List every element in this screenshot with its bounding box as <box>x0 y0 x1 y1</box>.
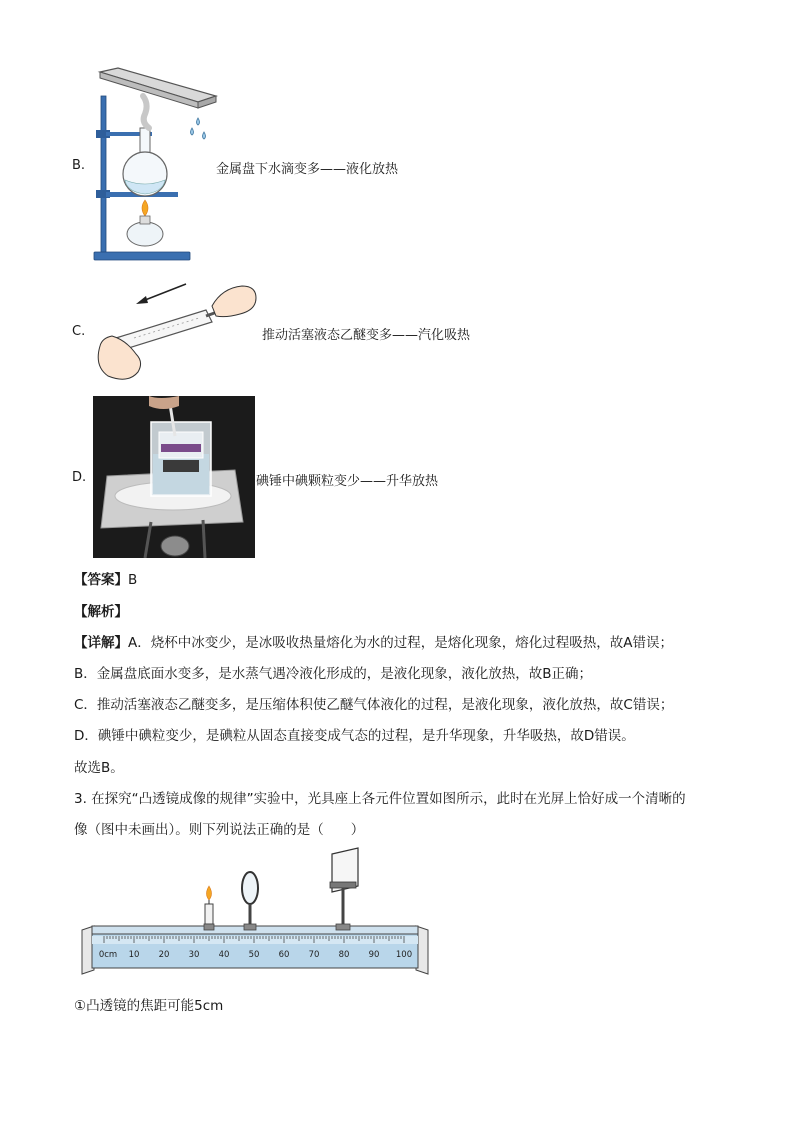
answer-line <box>74 568 137 588</box>
ruler-label: 40 <box>218 950 230 960</box>
ruler-label-origin: 0cm <box>98 950 118 960</box>
ruler-label: 80 <box>338 950 350 960</box>
statement-1: ①凸透镜的焦距可能5cm <box>74 998 224 1014</box>
option-d-caption: 碘锤中碘颗粒变少——升华放热 <box>256 474 439 489</box>
question3-line1: 3. 在探究“凸透镜成像的规律”实验中，光具座上各元件位置如图所示，此时在光屏上恰好成一个清晰的 <box>74 791 686 807</box>
option-d-letter: D. <box>72 470 87 485</box>
ruler-label: 30 <box>188 950 200 960</box>
question3-line2: 像（图中未画出）。则下列说法正确的是（ ） <box>74 822 365 838</box>
iodine-tube-photo <box>93 396 255 558</box>
ruler-label: 10 <box>128 950 140 960</box>
details-label: 【详解】 <box>74 635 128 651</box>
ruler-label: 70 <box>308 950 320 960</box>
detail-line-d: D．碘锤中碘粒变少，是碘粒从固态直接变成气态的过程，是升华现象，升华吸热，故D错误。 <box>74 728 635 744</box>
option-b-letter: B. <box>72 158 86 173</box>
ruler-label: 60 <box>278 950 290 960</box>
option-c-letter: C. <box>72 324 86 339</box>
ruler-label: 50 <box>248 950 260 960</box>
analysis-title: 【解析】 <box>74 604 128 620</box>
option-b-caption: 金属盘下水滴变多——液化放热 <box>216 162 399 177</box>
detail-line-b: B．金属盘底面水变多，是水蒸气遇冷液化形成的，是液化现象，液化放热，故B正确； <box>74 666 593 682</box>
answer-label: 【答案】 <box>74 572 128 588</box>
detail-conclusion: 故选B。 <box>74 760 124 776</box>
option-c-caption: 推动活塞液态乙醚变多——汽化吸热 <box>262 328 471 343</box>
answer-value: B <box>128 572 138 588</box>
optical-bench-figure <box>74 846 434 978</box>
ruler-label: 90 <box>368 950 380 960</box>
detail-line-c: C．推动活塞液态乙醚变多，是压缩体积使乙醚气体液化的过程，是液化现象，液化放热，故C错误； <box>74 697 674 713</box>
ruler-label: 20 <box>158 950 170 960</box>
detail-line-a: 【详解】A．烧杯中冰变少，是冰吸收热量熔化为水的过程，是熔化现象，熔化过程吸热，故A错误； <box>74 635 673 651</box>
syringe-hand-figure <box>94 276 260 382</box>
ruler-label: 100 <box>395 950 413 960</box>
distillation-apparatus-figure <box>88 66 223 264</box>
